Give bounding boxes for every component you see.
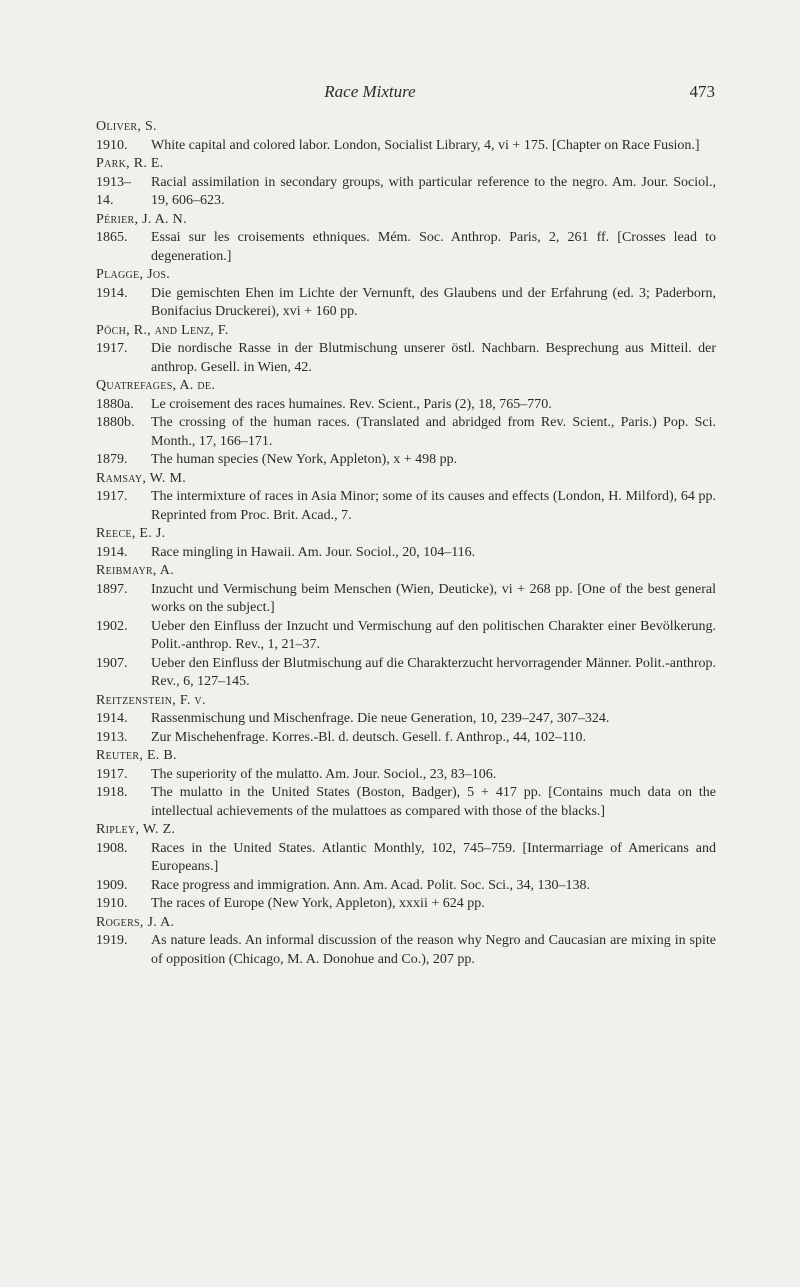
entry-year: 1914. — [96, 285, 128, 301]
entry-text: Race progress and immigration. Ann. Am. Acad. Polit. Soc. Sci., 34, 130–138. — [151, 877, 591, 893]
entry-text: Die gemischten Ehen im Lichte der Vernunft, des Glaubens und der Erfahrung (ed. 3; Paderborn, Bonifacius Druckerei), xvi + 160 pp. — [151, 285, 716, 319]
entry-item — [96, 729, 716, 748]
running-header — [0, 82, 800, 106]
entry-item — [96, 451, 716, 470]
bibliography-entry — [96, 821, 716, 914]
entry-year: 1914. — [96, 544, 128, 560]
entry-year: 1909. — [96, 877, 128, 893]
bibliography-entry — [96, 377, 716, 470]
entry-item — [96, 766, 716, 785]
entry-text: The superiority of the mulatto. Am. Jour. Sociol., 23, 83–106. — [151, 766, 497, 782]
entry-item — [96, 655, 716, 692]
bibliography-entry — [96, 747, 716, 821]
entry-text: Ueber den Einfluss der Inzucht und Vermischung auf den politischen Charakter einer Bevölkerung. Polit.-anthrop. Rev., 1, 21–37. — [151, 618, 716, 652]
entry-year: 1880b. — [96, 415, 135, 430]
entry-text: The mulatto in the United States (Boston, Badger), 5 + 417 pp. [Contains much data on the intellectual achievements of the mulattoes as compared with those of the blacks.] — [151, 785, 716, 819]
entry-item — [96, 784, 716, 821]
entry-text: Races in the United States. Atlantic Monthly, 102, 745–759. [Intermarriage of Americans and Europeans.] — [151, 840, 716, 874]
entry-year: 1908. — [96, 840, 128, 856]
bibliography-entry — [96, 118, 716, 155]
entry-item — [96, 710, 716, 729]
entry-item — [96, 137, 716, 156]
entry-item — [96, 932, 716, 969]
bibliography-entry — [96, 266, 716, 322]
entry-text: Le croisement des races humaines. Rev. Scient., Paris (2), 18, 765–770. — [151, 396, 552, 412]
running-title: Race Mixture — [324, 82, 416, 101]
bibliography-entry — [96, 692, 716, 748]
entry-author: Rogers, J. A. — [96, 914, 175, 930]
entry-year: 1913. — [96, 729, 128, 745]
entry-author: Reuter, E. B. — [96, 748, 177, 763]
entry-item — [96, 544, 716, 563]
bibliography-entry — [96, 914, 716, 970]
entry-text: The races of Europe (New York, Appleton), xxxii + 624 pp. — [151, 896, 485, 911]
entry-item — [96, 396, 716, 415]
entry-item — [96, 285, 716, 322]
entry-year: 1914. — [96, 711, 128, 726]
entry-year: 1919. — [96, 933, 128, 948]
entry-author: Reibmayr, A. — [96, 563, 174, 578]
entry-author: Ramsay, W. M. — [96, 470, 187, 486]
entry-author: Oliver, S. — [96, 119, 157, 134]
entry-item — [96, 581, 716, 618]
entry-author: Périer, J. A. N. — [96, 211, 187, 227]
entry-text: Die nordische Rasse in der Blutmischung unserer östl. Nachbarn. Besprechung aus Mitteil. der anthrop. Gesell. in Wien, 42. — [151, 341, 716, 375]
entry-text: Race mingling in Hawaii. Am. Jour. Sociol., 20, 104–116. — [151, 544, 476, 560]
entry-year: 1897. — [96, 581, 128, 597]
entry-year: 1918. — [96, 785, 128, 800]
entry-item — [96, 340, 716, 377]
entry-text: Inzucht und Vermischung beim Menschen (Wien, Deuticke), vi + 268 pp. [One of the best general works on the subject.] — [151, 581, 716, 615]
page-number: 473 — [689, 82, 715, 101]
entry-author: Pöch, R., and Lenz, F. — [96, 322, 229, 338]
entry-year: 1917. — [96, 489, 128, 504]
entry-text: As nature leads. An informal discussion of the reason why Negro and Caucasian are mixing in spite of opposition (Chicago, M. A. Donohue and Co.), 207 pp. — [151, 933, 716, 967]
entry-author: Plagge, Jos. — [96, 267, 170, 282]
entry-year: 1879. — [96, 452, 128, 467]
entry-text: The intermixture of races in Asia Minor; some of its causes and effects (London, H. Milford), 64 pp. Reprinted from Proc. Brit. Acad., 7. — [151, 489, 716, 523]
entry-year: 1910. — [96, 137, 128, 153]
bibliography-entry — [96, 322, 716, 378]
entry-item — [96, 174, 716, 211]
entry-item — [96, 877, 716, 896]
entry-text: Zur Mischehenfrage. Korres.-Bl. d. deutsch. Gesell. f. Anthrop., 44, 102–110. — [151, 729, 586, 745]
bibliography-entry — [96, 211, 716, 267]
bibliography-entry — [96, 562, 716, 692]
entry-item — [96, 488, 716, 525]
entry-text: Rassenmischung und Mischenfrage. Die neue Generation, 10, 239–247, 307–324. — [151, 711, 610, 726]
entry-item — [96, 414, 716, 451]
entry-year: 1917. — [96, 341, 128, 356]
entry-text: The crossing of the human races. (Translated and abridged from Rev. Scient., Paris.) Pop. Sci. Month., 17, 166–171. — [151, 415, 716, 449]
entry-year: 1913–14. — [96, 174, 131, 208]
bibliography-list — [96, 118, 716, 969]
entry-year: 1907. — [96, 655, 128, 671]
entry-author: Reitzenstein, F. v. — [96, 692, 206, 708]
entry-author: Park, R. E. — [96, 156, 164, 171]
bibliography-entry — [96, 470, 716, 526]
entry-year: 1865. — [96, 230, 128, 245]
entry-year: 1902. — [96, 618, 128, 634]
entry-item — [96, 229, 716, 266]
entry-year: 1917. — [96, 766, 128, 782]
entry-item — [96, 895, 716, 914]
entry-author: Reece, E. J. — [96, 526, 166, 541]
entry-text: White capital and colored labor. London, Socialist Library, 4, vi + 175. [Chapter on Race Fusion.] — [151, 137, 700, 153]
entry-text: Racial assimilation in secondary groups, with particular reference to the negro. Am. Jour. Sociol., 19, 606–623. — [151, 174, 716, 208]
entry-item — [96, 618, 716, 655]
entry-text: Ueber den Einfluss der Blutmischung auf die Charakterzucht hervorragender Männer. Polit.-anthrop. Rev., 6, 127–145. — [151, 655, 716, 689]
bibliography-entry — [96, 525, 716, 562]
entry-text: The human species (New York, Appleton), x + 498 pp. — [151, 452, 458, 467]
entry-year: 1880a. — [96, 396, 134, 412]
entry-author: Ripley, W. Z. — [96, 822, 176, 837]
entry-author: Quatrefages, A. de. — [96, 378, 216, 393]
bibliography-entry — [96, 155, 716, 211]
entry-year: 1910. — [96, 896, 128, 911]
entry-item — [96, 840, 716, 877]
entry-text: Essai sur les croisements ethniques. Mém. Soc. Anthrop. Paris, 2, 261 ff. [Crosses lead to degeneration.] — [151, 230, 716, 264]
